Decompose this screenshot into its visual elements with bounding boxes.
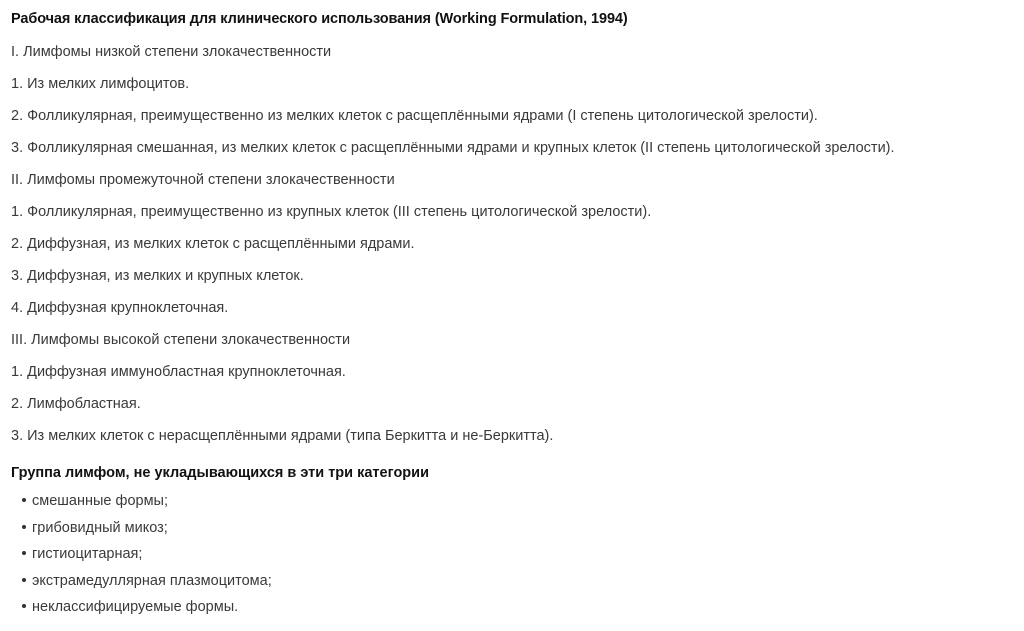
list-item: 1. Из мелких лимфоцитов.: [11, 76, 190, 92]
bullet-icon: [22, 551, 26, 555]
list-item: 4. Диффузная крупноклеточная.: [11, 300, 229, 316]
bullet-item: смешанные формы;: [22, 492, 272, 519]
list-item: 1. Диффузная иммунобластная крупноклеточная.: [11, 364, 346, 380]
bullet-list: [22, 492, 272, 625]
list-item: 2. Лимфобластная.: [11, 396, 141, 412]
bullet-icon: [22, 525, 26, 529]
list-item: 2. Фолликулярная, преимущественно из мелких клеток с расщеплёнными ядрами (I степень цитологической зрелости).: [11, 108, 818, 124]
bullet-item: грибовидный микоз;: [22, 519, 272, 546]
bullet-icon: [22, 604, 26, 608]
bullet-icon: [22, 498, 26, 502]
bullet-item: гистиоцитарная;: [22, 545, 272, 572]
list-item: 3. Из мелких клеток с нерасщеплёнными ядрами (типа Беркитта и не-Беркитта).: [11, 428, 554, 444]
bullet-item: экстрамедуллярная плазмоцитома;: [22, 572, 272, 599]
bullet-item: неклассифицируемые формы.: [22, 598, 272, 625]
section-heading-low-grade: I. Лимфомы низкой степени злокачественности: [11, 44, 332, 60]
subheading: Группа лимфом, не укладывающихся в эти три категории: [11, 465, 429, 481]
bullet-icon: [22, 578, 26, 582]
document-title: Рабочая классификация для клинического использования (Working Formulation, 1994): [11, 11, 628, 27]
list-item: 3. Диффузная, из мелких и крупных клеток.: [11, 268, 304, 284]
section-heading-intermediate-grade: II. Лимфомы промежуточной степени злокачественности: [11, 172, 395, 188]
list-item: 1. Фолликулярная, преимущественно из крупных клеток (III степень цитологической зрелости).: [11, 204, 652, 220]
section-heading-high-grade: III. Лимфомы высокой степени злокачественности: [11, 332, 351, 348]
list-item: 2. Диффузная, из мелких клеток с расщеплёнными ядрами.: [11, 236, 415, 252]
list-item: 3. Фолликулярная смешанная, из мелких клеток с расщеплёнными ядрами и крупных клеток (II степень цитологической зрелости).: [11, 140, 895, 156]
